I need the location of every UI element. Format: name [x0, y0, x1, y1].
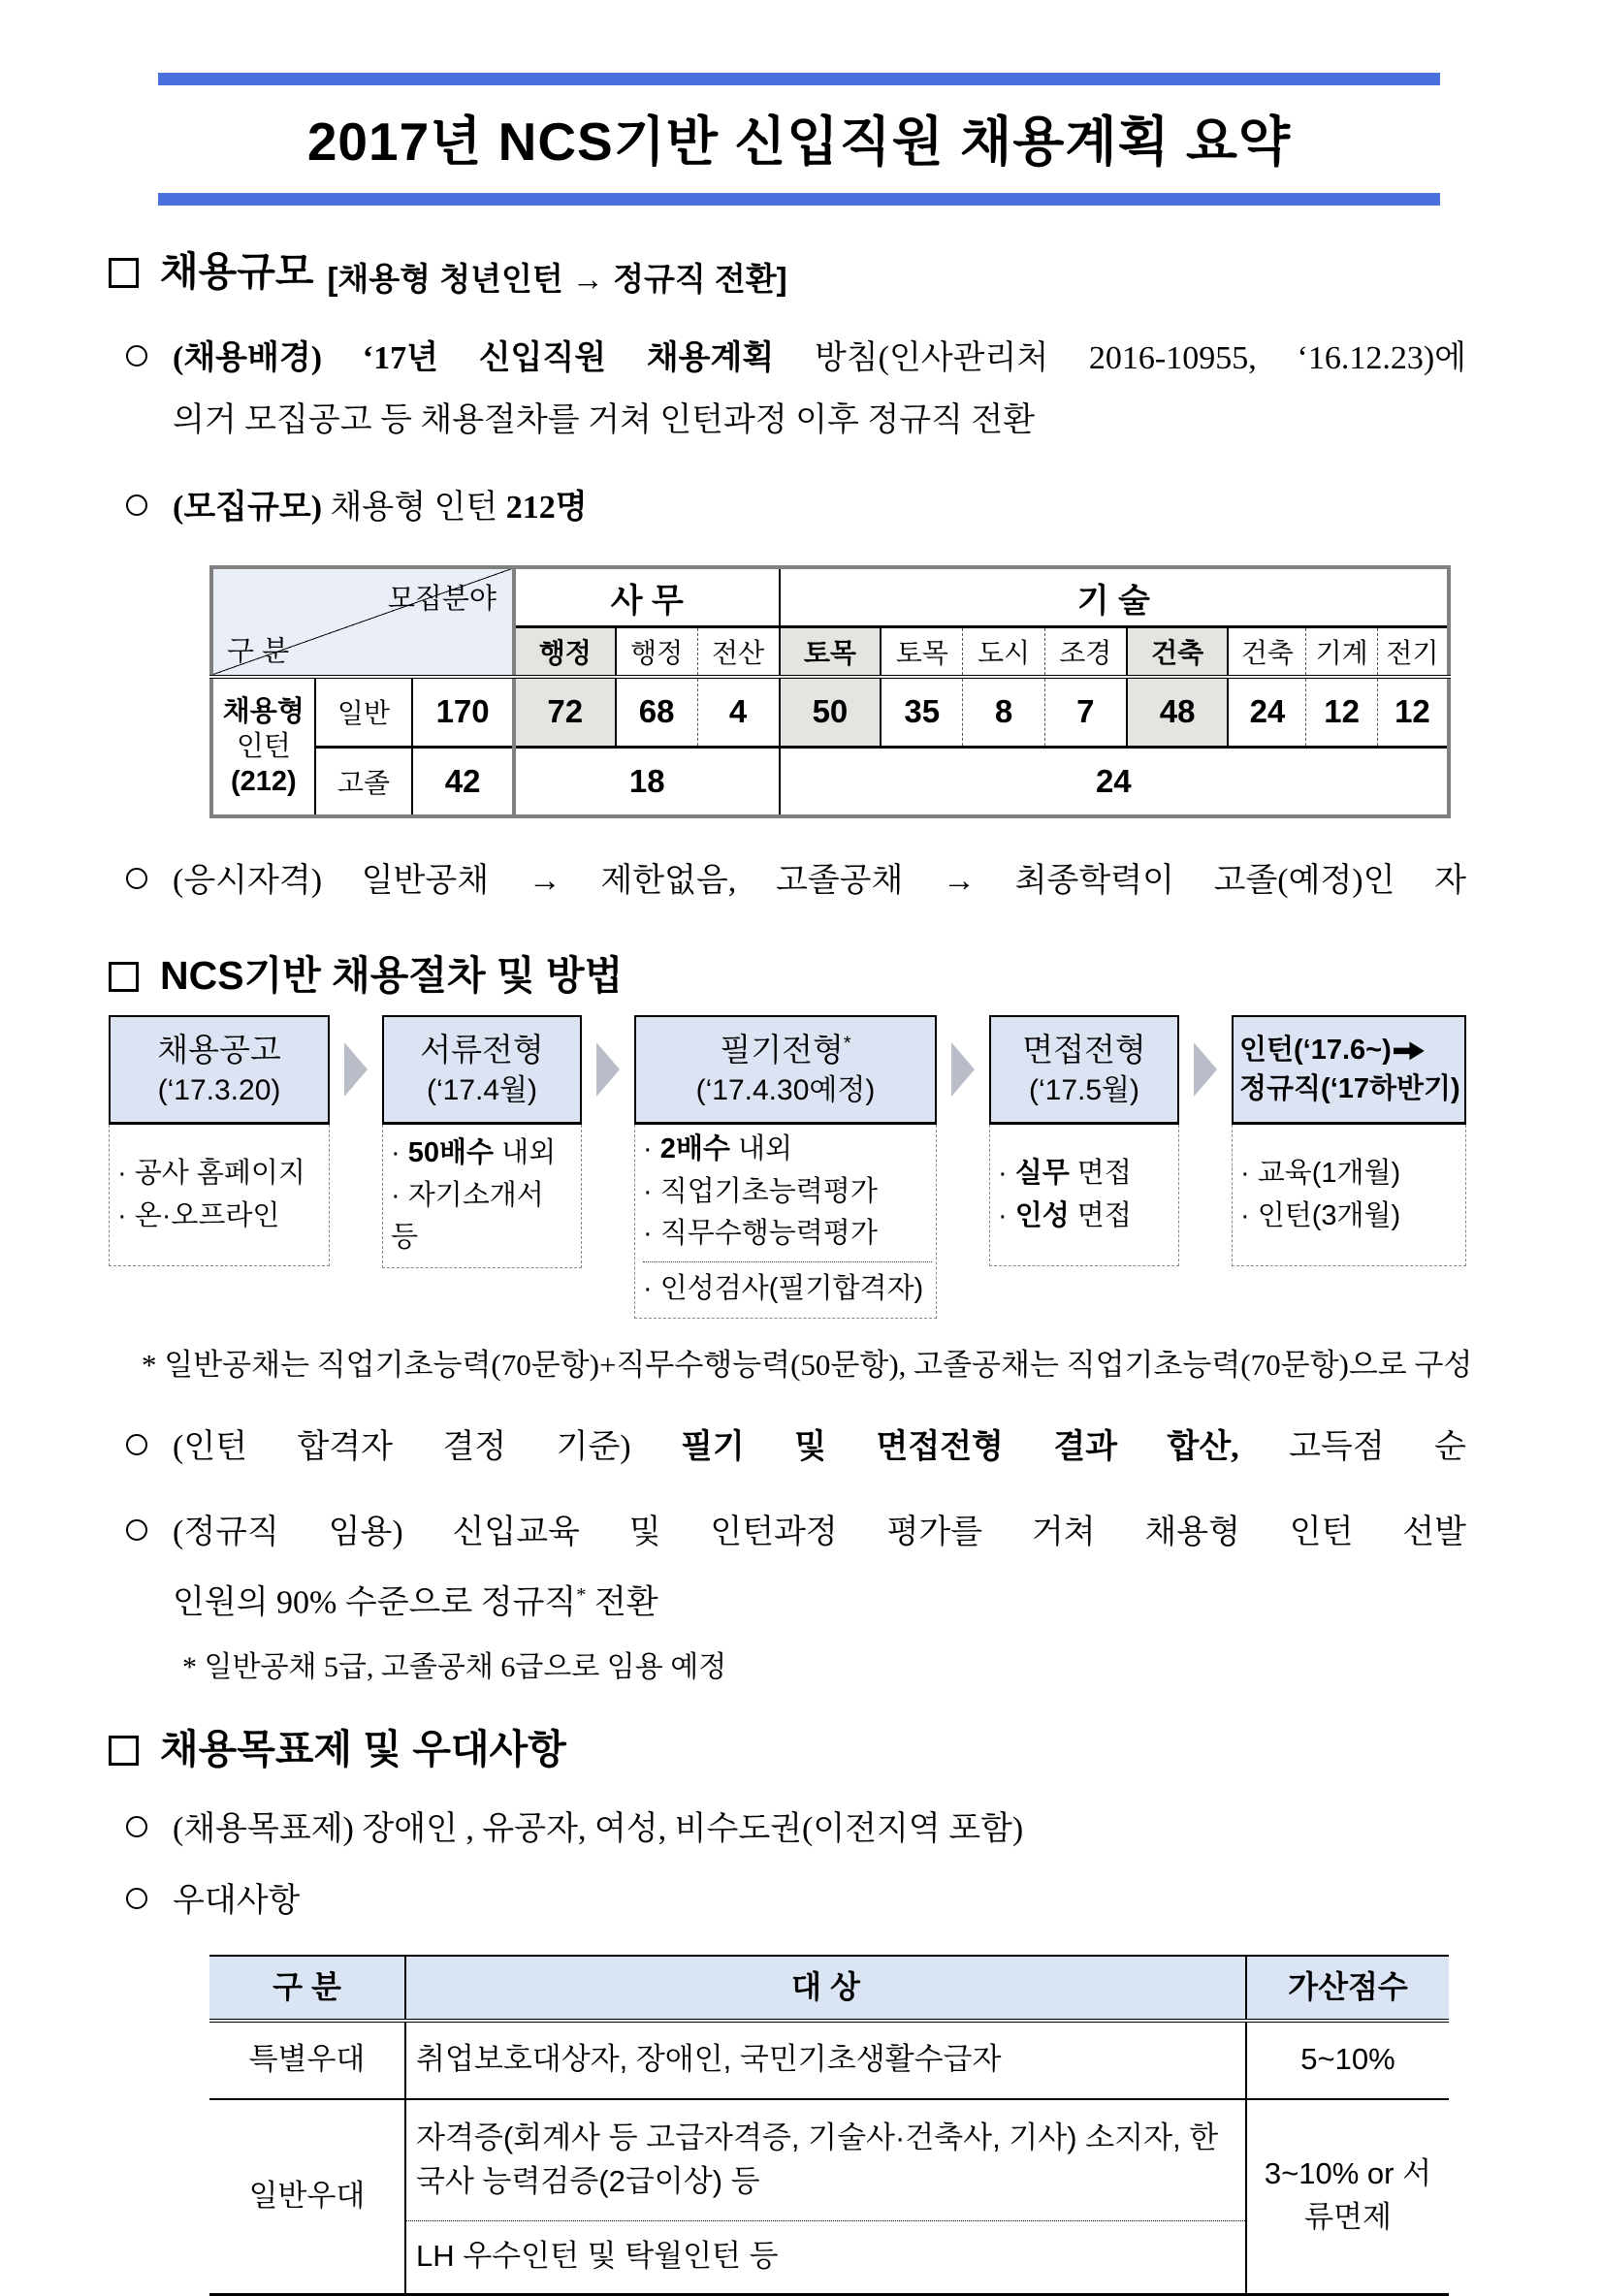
- square-bullet-icon: [109, 1736, 139, 1766]
- flow-step3-header: [634, 1015, 937, 1125]
- square-bullet-icon: [109, 962, 139, 992]
- flow-step4-title: 면접전형: [1022, 1031, 1146, 1068]
- footnote-asterisk: *: [142, 1348, 157, 1383]
- flow-step3-title-text: 필기전형: [720, 1031, 844, 1068]
- footnote-text: 일반공채 5급, 고졸공채 6급으로 임용 예정: [197, 1651, 727, 1684]
- preference-header-row: [209, 1956, 1449, 2021]
- corner-cell: [211, 567, 514, 677]
- flow-step1-item2: · 온·오프라인: [117, 1196, 325, 1238]
- flow-arrow-icon: [951, 1042, 975, 1097]
- item-background: [109, 331, 1466, 449]
- flow-step3-title: [720, 1029, 850, 1072]
- flow-step4-item2-bold: 인성: [1014, 1199, 1070, 1231]
- general-category: 일반우대: [209, 2099, 405, 2295]
- criteria-bold: 필기 및 면접전형 결과 합산,: [681, 1429, 1239, 1466]
- flow-step1-date: (‘17.3.20): [157, 1074, 281, 1107]
- item-scale: [109, 480, 1466, 536]
- flow-step2-date: (‘17.4월): [426, 1074, 537, 1107]
- section1-title: 채용규모: [160, 249, 314, 294]
- appointment-label: (정규직 임용): [173, 1515, 453, 1551]
- flow-step4-date: (‘17.5월): [1028, 1074, 1139, 1107]
- special-target: 취업보호대상자, 장애인, 국민기초생활수급자: [405, 2021, 1246, 2099]
- flow-step4-header: [989, 1015, 1179, 1125]
- flow-step-intern: [1232, 1015, 1466, 1319]
- section-heading-preference: [109, 1728, 1466, 1771]
- footnote-text: 일반공채는 직업기초능력(70문항)+직무수행능력(50문항), 고졸공채는 직업기초능력(70문항)으로 구성: [164, 1348, 1473, 1383]
- section3-title: 채용목표제 및 우대사항: [160, 1727, 566, 1772]
- general-preference-row-a: [209, 2099, 1449, 2221]
- appointment-asterisk: *: [576, 1584, 587, 1607]
- col-it: 전산: [697, 627, 780, 678]
- flow-arrow-icon: [344, 1042, 368, 1097]
- general-v0: 72: [514, 677, 616, 747]
- special-bonus: 5~10%: [1246, 2021, 1449, 2099]
- footnote-asterisk: *: [182, 1651, 197, 1684]
- flow-arrow-icon: [596, 1042, 620, 1097]
- appointment-line2-a: 인원의 90% 수준으로 정규직: [173, 1584, 577, 1621]
- flow-step4-item1-rest: 면접: [1069, 1158, 1132, 1190]
- col-civil: 토목: [881, 627, 963, 678]
- flow-step-document: [382, 1015, 582, 1319]
- background-bold: ‘17년 신입직원 채용계획: [322, 340, 775, 376]
- section1-bracket: [채용형 청년인턴 → 정규직 전환]: [327, 261, 787, 297]
- rowhead-line3: (212): [230, 766, 297, 798]
- flow-step5-item1: · 교육(1개월): [1240, 1153, 1461, 1196]
- section2-title: NCS기반 채용절차 및 방법: [160, 953, 624, 998]
- general-v3: 50: [780, 677, 882, 747]
- hs-total: 42: [412, 747, 514, 816]
- col-mech: 기계: [1306, 627, 1377, 678]
- appointment-line1-text: 신입교육 및 인턴과정 평가를 거쳐 채용형 인턴 선발: [452, 1515, 1466, 1551]
- criteria-label: (인턴 합격자 결정 기준): [173, 1429, 682, 1466]
- item-goal: [109, 1802, 1466, 1858]
- appointment-footnote: [182, 1646, 1466, 1689]
- col-admin-main: 행정: [514, 627, 616, 678]
- flow-step3-extra: · 인성검사(필기합격자): [643, 1261, 932, 1311]
- flow-step2-item1-rest: 내외: [494, 1137, 557, 1169]
- title-banner: [158, 73, 1440, 206]
- flow-step5-item2: · 인턴(3개월): [1240, 1196, 1461, 1238]
- col-arch-main: 건축: [1127, 627, 1229, 678]
- flow-step5-title1-text: 인턴(‘17.6~): [1239, 1034, 1392, 1066]
- general-target-a: 자격증(회계사 등 고급자격증, 기술사·건축사, 기사) 소지자, 한국사 능력검증(2급이상) 등: [405, 2099, 1246, 2221]
- circle-bullet-icon: [126, 1434, 147, 1455]
- general-v8: 24: [1228, 677, 1306, 747]
- flow-step-interview: [989, 1015, 1179, 1319]
- item-appointment: [109, 1505, 1466, 1631]
- flow-step-announcement: [109, 1015, 330, 1319]
- rowhead-line2: 인턴: [236, 730, 291, 762]
- circle-bullet-icon: [126, 494, 147, 516]
- preference-label: 우대사항: [173, 1882, 301, 1919]
- scale-line: [173, 480, 1466, 536]
- item-eligibility: [109, 853, 1466, 909]
- flow-step3-asterisk: *: [843, 1032, 851, 1054]
- flow-step3-item1-bold: 2배수: [659, 1133, 730, 1165]
- flow-step5-body: [1232, 1125, 1466, 1266]
- flow-step3-item2: · 직업기초능력평가: [643, 1171, 932, 1214]
- col-arch: 건축: [1228, 627, 1306, 678]
- appointment-line2: [173, 1567, 1466, 1631]
- process-flow: [109, 1015, 1466, 1319]
- general-v10: 12: [1377, 677, 1449, 747]
- appointment-line1: [173, 1505, 1466, 1561]
- flow-step4-item1: [998, 1153, 1174, 1196]
- col-urban: 도시: [963, 627, 1045, 678]
- circle-bullet-icon: [126, 345, 147, 367]
- corner-bottom-label: 구 분: [227, 636, 290, 667]
- flow-footnote: [142, 1340, 1507, 1390]
- col-elec: 전기: [1377, 627, 1449, 678]
- flow-step3-item1: [643, 1129, 932, 1171]
- corner-top-label: 모집분야: [387, 584, 497, 615]
- general-v9: 12: [1306, 677, 1377, 747]
- col-civil-main: 토목: [780, 627, 882, 678]
- section-heading-recruit-scale: [109, 250, 1466, 296]
- background-line2: 의거 모집공고 등 채용절차를 거쳐 인턴과정 이후 정규직 전환: [173, 402, 1036, 438]
- flow-arrow-icon: [1194, 1042, 1217, 1097]
- background-tail: 방침(인사관리처 2016-10955, ‘16.12.23)에: [774, 340, 1466, 376]
- flow-step1-title: 채용공고: [157, 1031, 281, 1068]
- hs-label: 고졸: [315, 747, 413, 816]
- eligibility-line: (응시자격) 일반공채 → 제한없음, 고졸공채 → 최종학력이 고졸(예정)인 자: [173, 863, 1466, 899]
- flow-step2-header: [382, 1015, 582, 1125]
- preference-table: [209, 1955, 1449, 2296]
- flow-step5-header: [1232, 1015, 1466, 1125]
- flow-step4-body: [989, 1125, 1179, 1266]
- general-row: [211, 677, 1449, 747]
- rowhead-line1: 채용형: [222, 695, 305, 727]
- col-landscape: 조경: [1044, 627, 1127, 678]
- quota-table: [209, 565, 1451, 818]
- col-admin: 행정: [616, 627, 698, 678]
- general-v4: 35: [881, 677, 963, 747]
- flow-step5-title-line2: 정규직(‘17하반기): [1239, 1073, 1460, 1105]
- flow-step2-item2: · 자기소개서 등: [391, 1175, 577, 1260]
- special-category: 특별우대: [209, 2021, 405, 2099]
- appointment-line2-b: 전환: [586, 1584, 658, 1621]
- header-bonus: 가산점수: [1246, 1956, 1449, 2021]
- page-title: 2017년 NCS기반 신입직원 채용계획 요약: [306, 112, 1292, 172]
- goal-label: (채용목표제): [173, 1810, 363, 1847]
- flow-step3-body: [634, 1125, 937, 1319]
- flow-step3-date: (‘17.4.30예정): [695, 1074, 876, 1107]
- special-preference-row: [209, 2021, 1449, 2099]
- general-v2: 4: [697, 677, 780, 747]
- highschool-row: [211, 747, 1449, 816]
- general-total: 170: [412, 677, 514, 747]
- item-criteria: [109, 1419, 1466, 1476]
- circle-bullet-icon: [126, 868, 147, 889]
- square-bullet-icon: [109, 258, 139, 288]
- hs-office-total: 18: [514, 747, 780, 816]
- goal-text: 장애인 , 유공자, 여성, 비수도권(이전지역 포함): [362, 1810, 1024, 1847]
- flow-step2-title: 서류전형: [420, 1031, 544, 1068]
- rowhead-intern: [211, 677, 315, 816]
- flow-step5-title-line1: [1239, 1031, 1425, 1070]
- flow-step2-item1-bold: 50배수: [407, 1137, 495, 1169]
- flow-step4-item1-bold: 실무: [1014, 1158, 1070, 1190]
- criteria-line: [173, 1419, 1466, 1476]
- hs-tech-total: 24: [780, 747, 1449, 816]
- general-v7: 48: [1127, 677, 1229, 747]
- flow-step4-item2: [998, 1196, 1174, 1238]
- section-heading-process: [109, 954, 1466, 998]
- general-bonus: 3~10% or 서류면제: [1246, 2099, 1449, 2295]
- scale-count: 212명: [505, 490, 588, 526]
- flow-step3-item1-rest: 내외: [729, 1133, 792, 1165]
- flow-step3-item3: · 직무수행능력평가: [643, 1213, 932, 1256]
- header-target: 대 상: [405, 1956, 1246, 2021]
- header-category: 구 분: [209, 1956, 405, 2021]
- background-line1: [173, 331, 1466, 387]
- general-v1: 68: [616, 677, 698, 747]
- goal-line: [173, 1802, 1466, 1858]
- flow-step2-item1: [391, 1132, 577, 1175]
- general-target-b: LH 우수인턴 및 탁월인턴 등: [405, 2220, 1246, 2294]
- scale-mid: 채용형 인턴: [322, 490, 506, 526]
- scale-label: (모집규모): [173, 490, 323, 526]
- circle-bullet-icon: [126, 1816, 147, 1837]
- flow-step4-item2-rest: 면접: [1069, 1199, 1132, 1231]
- item-preference: [109, 1873, 1466, 1929]
- circle-bullet-icon: [126, 1519, 147, 1541]
- flow-step1-body: [109, 1125, 330, 1266]
- general-v5: 8: [963, 677, 1045, 747]
- flow-step1-header: [109, 1015, 330, 1125]
- criteria-tail: 고득점 순: [1238, 1429, 1466, 1466]
- background-label: (채용배경): [173, 340, 323, 376]
- general-label: 일반: [315, 677, 413, 747]
- general-v6: 7: [1044, 677, 1127, 747]
- flow-step2-body: [382, 1125, 582, 1268]
- right-arrow-icon: [1394, 1041, 1425, 1060]
- flow-step1-item1: · 공사 홈페이지: [117, 1153, 325, 1196]
- circle-bullet-icon: [126, 1888, 147, 1909]
- flow-step-written: [634, 1015, 937, 1319]
- group-tech: 기 술: [780, 567, 1449, 627]
- group-office: 사 무: [514, 567, 780, 627]
